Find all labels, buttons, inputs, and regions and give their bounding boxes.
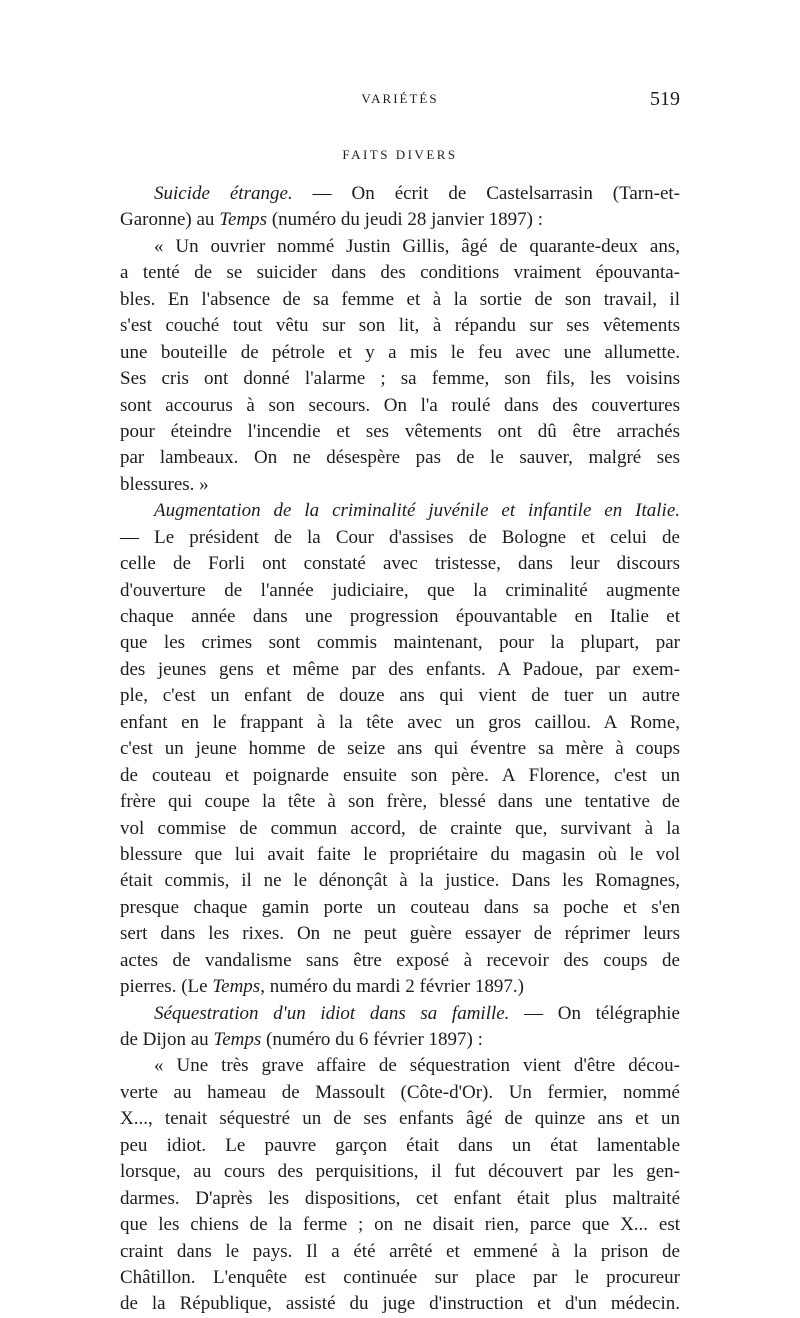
text-line	[120, 551, 680, 577]
running-title: VARIÉTÉS	[361, 91, 439, 106]
text-line	[120, 207, 680, 233]
text-segment: verte au hameau de Massoult (Côte-d'Or). Un fermier, nommé	[120, 1081, 680, 1103]
text-line	[120, 842, 680, 868]
running-header	[0, 88, 800, 112]
text-line	[120, 1027, 680, 1053]
text-segment: — On télégraphie	[509, 1002, 680, 1024]
text-line	[120, 578, 680, 604]
text-segment: était commis, il ne le dénonçât à la justice. Dans les Romagnes,	[120, 870, 680, 892]
text-segment: ple, c'est un enfant de douze ans qui vient de tuer un autre	[120, 685, 680, 707]
text-line	[120, 313, 680, 339]
text-line	[120, 445, 680, 471]
text-line	[120, 948, 680, 974]
text-segment: de Dijon au	[120, 1029, 214, 1050]
italic-text: Séquestration d'un idiot dans sa famille.	[154, 1002, 510, 1024]
text-line	[120, 1265, 680, 1291]
italic-text: Temps	[212, 976, 261, 998]
text-segment: actes de vandalisme sans être exposé à recevoir des coups de	[120, 949, 680, 971]
text-segment: de la République, assisté du juge d'instruction et d'un médecin.	[120, 1293, 680, 1315]
text-line	[120, 1001, 680, 1027]
text-line	[120, 419, 680, 445]
text-segment: — Le président de la Cour d'assises de Bologne et celui de	[120, 526, 680, 548]
text-line	[120, 789, 680, 815]
text-segment: peu idiot. Le pauvre garçon était dans un état lamentable	[120, 1134, 680, 1156]
text-segment: pour éteindre l'incendie et ses vêtements ont dû être arrachés	[120, 420, 680, 442]
body-text	[120, 181, 680, 1318]
text-segment: craint dans le pays. Il a été arrêté et emmené à la prison de	[120, 1240, 680, 1262]
text-segment: « Un ouvrier nommé Justin Gillis, âgé de quarante-deux ans,	[154, 235, 680, 257]
italic-text: Suicide étrange.	[154, 183, 293, 204]
text-segment: (numéro du 6 février 1897) :	[261, 1029, 483, 1050]
text-line	[120, 1186, 680, 1212]
text-line	[120, 1133, 680, 1159]
text-line	[120, 710, 680, 736]
text-segment: d'ouverture de l'année judiciaire, que la criminalité augmente	[120, 579, 680, 601]
text-line	[120, 974, 680, 1000]
section-title: FAITS DIVERS	[342, 147, 458, 162]
text-segment: (numéro du jeudi 28 janvier 1897) :	[267, 209, 544, 231]
text-segment: que les crimes sont commis maintenant, pour la plupart, par	[120, 632, 680, 654]
text-segment: de couteau et poignarde ensuite son père. A Florence, c'est un	[120, 764, 680, 786]
text-segment: que les chiens de la ferme ; on ne disait rien, parce que X... est	[120, 1214, 680, 1236]
text-segment: par lambeaux. On ne désespère pas de le sauver, malgré ses	[120, 447, 680, 469]
text-line	[120, 287, 680, 313]
text-line	[120, 1106, 680, 1132]
italic-text: Temps	[213, 1029, 262, 1050]
text-segment: blessure que lui avait faite le propriétaire du magasin où le vol	[120, 843, 680, 865]
text-line	[120, 498, 680, 524]
text-line	[120, 366, 680, 392]
text-line	[120, 1053, 680, 1079]
text-segment: « Une très grave affaire de séquestration vient d'être décou-	[154, 1055, 680, 1077]
text-line	[120, 895, 680, 921]
text-segment: bles. En l'absence de sa femme et à la sortie de son travail, il	[120, 288, 680, 310]
text-segment: une bouteille de pétrole et y a mis le feu avec une allumette.	[120, 341, 680, 363]
text-line	[120, 234, 680, 260]
text-line	[120, 260, 680, 286]
text-segment: s'est couché tout vêtu sur son lit, à répandu sur ses vêtements	[120, 315, 680, 337]
text-line	[120, 472, 680, 498]
text-line	[120, 868, 680, 894]
text-line	[120, 921, 680, 947]
text-line	[120, 525, 680, 551]
text-segment: blessures. »	[120, 473, 209, 495]
text-line	[120, 1291, 680, 1317]
text-segment: lorsque, au cours des perquisitions, il fut découvert par les gen-	[120, 1161, 680, 1183]
text-segment: pierres. (Le	[120, 976, 213, 998]
text-segment: sert dans les rixes. On ne peut guère essayer de réprimer leurs	[120, 923, 680, 945]
text-segment: enfant en le frappant à la tête avec un gros caillou. A Rome,	[120, 711, 680, 733]
text-segment: — On écrit de Castelsarrasin (Tarn-et-	[292, 183, 680, 204]
text-line	[120, 393, 680, 419]
text-segment: presque chaque gamin porte un couteau dans sa poche et s'en	[120, 896, 680, 918]
text-segment: frère qui coupe la tête à son frère, blessé dans une tentative de	[120, 791, 680, 813]
text-line	[120, 657, 680, 683]
text-segment: , numéro du mardi 2 février 1897.)	[260, 976, 524, 998]
text-segment: Garonne) au	[120, 209, 220, 231]
text-line	[120, 816, 680, 842]
text-segment: vol commise de commun accord, de crainte que, survivant à la	[120, 817, 680, 839]
text-segment: celle de Forli ont constaté avec tristesse, dans leur discours	[120, 553, 680, 575]
page-number: 519	[650, 88, 680, 110]
text-segment: X..., tenait séquestré un de ses enfants âgé de quinze ans et un	[120, 1108, 680, 1130]
text-line	[120, 763, 680, 789]
text-line	[120, 630, 680, 656]
text-line	[120, 736, 680, 762]
text-line	[120, 604, 680, 630]
text-segment: Châtillon. L'enquête est continuée sur place par le procureur	[120, 1266, 680, 1288]
text-segment: des jeunes gens et même par des enfants. A Padoue, par exem-	[120, 658, 680, 680]
text-line	[120, 683, 680, 709]
text-line	[120, 1212, 680, 1238]
text-segment: Ses cris ont donné l'alarme ; sa femme, son fils, les voisins	[120, 368, 680, 390]
text-segment: sont accourus à son secours. On l'a roulé dans des couvertures	[120, 394, 680, 416]
text-line	[120, 1080, 680, 1106]
text-segment: c'est un jeune homme de seize ans qui éventre sa mère à coups	[120, 738, 680, 760]
text-line	[120, 1239, 680, 1265]
text-line	[120, 340, 680, 366]
italic-text: Augmentation de la criminalité juvénile et infantile en Italie.	[154, 500, 680, 522]
text-segment: chaque année dans une progression épouvantable en Italie et	[120, 606, 680, 627]
text-line	[120, 181, 680, 207]
italic-text: Temps	[219, 209, 268, 231]
text-segment: a tenté de se suicider dans des conditions vraiment épouvanta-	[120, 262, 680, 284]
text-segment: darmes. D'après les dispositions, cet enfant était plus maltraité	[120, 1187, 680, 1209]
text-line	[120, 1159, 680, 1185]
